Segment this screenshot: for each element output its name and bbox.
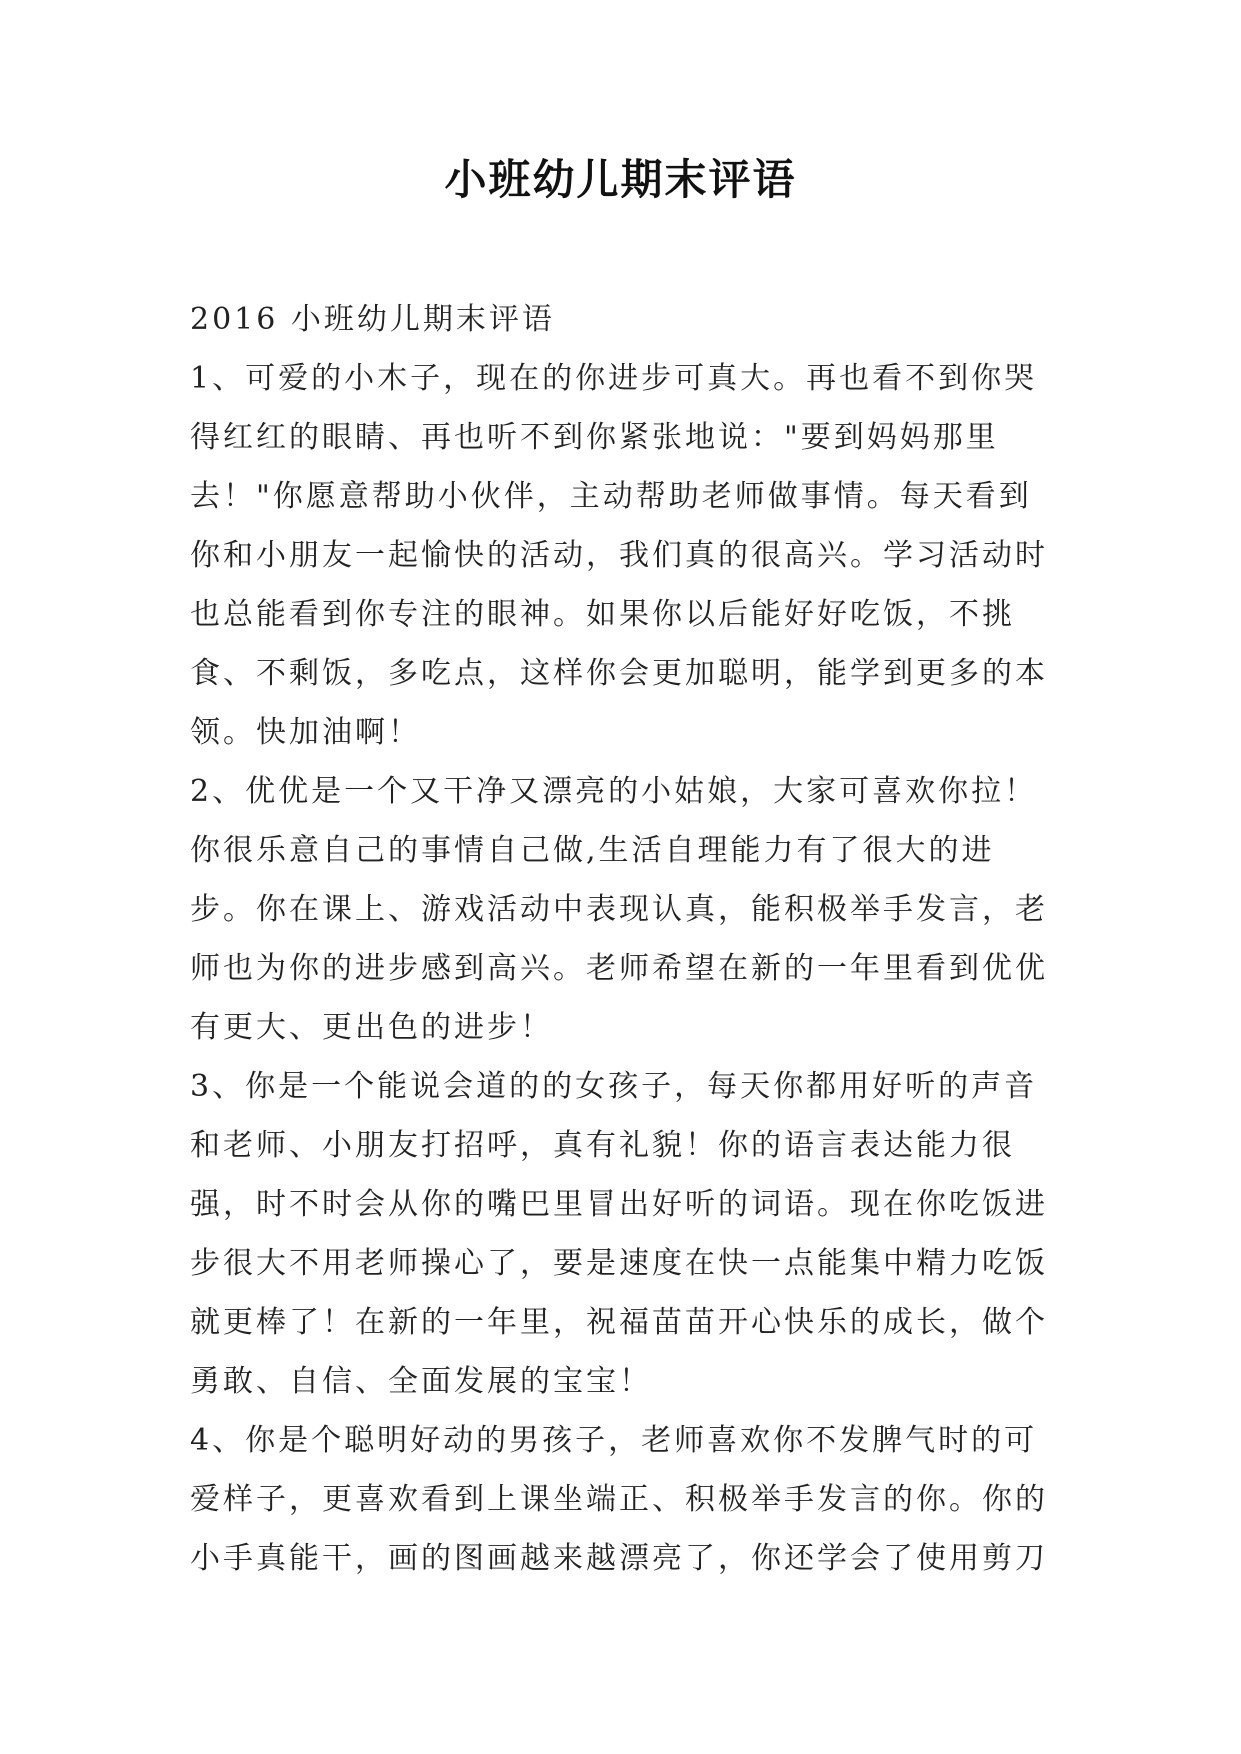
comment-paragraph-1: 1、可爱的小木子，现在的你进步可真大。再也看不到你哭得红红的眼睛、再也听不到你紧张地说："要到妈妈那里去！"你愿意帮助小伙伴，主动帮助老师做事情。每天看到你和小朋友一起愉快的活动，我们真的很高兴。学习活动时也总能看到你专注的眼神。如果你以后能好好吃饭，不挑食、不剩饭，多吃点，这样你会更加聪明，能学到更多的本领。快加油啊！ (190, 361, 1048, 750)
document-subtitle: 2016 小班幼儿期末评语 (190, 302, 555, 337)
comment-paragraph-3: 3、你是一个能说会道的的女孩子，每天你都用好听的声音和老师、小朋友打招呼，真有礼貌！你的语言表达能力很强，时不时会从你的嘴巴里冒出好听的词语。现在你吃饭进步很大不用老师操心了，要是速度在快一点能集中精力吃饭就更棒了！在新的一年里，祝福苗苗开心快乐的成长，做个勇敢、自信、全面发展的宝宝！ (190, 1069, 1048, 1399)
comment-paragraph-2: 2、优优是一个又干净又漂亮的小姑娘，大家可喜欢你拉！你很乐意自己的事情自己做,生活自理能力有了很大的进步。你在课上、游戏活动中表现认真，能积极举手发言，老师也为你的进步感到高兴。老师希望在新的一年里看到优优有更大、更出色的进步！ (190, 774, 1048, 1045)
comment-paragraph-4: 4、你是个聪明好动的男孩子，老师喜欢你不发脾气时的可爱样子，更喜欢看到上课坐端正、积极举手发言的你。你的小手真能干，画的图画越来越漂亮了，你还学会了使用剪刀 (190, 1423, 1048, 1576)
document-body (190, 290, 1060, 1588)
document-title: 小班幼儿期末评语 (444, 155, 797, 204)
